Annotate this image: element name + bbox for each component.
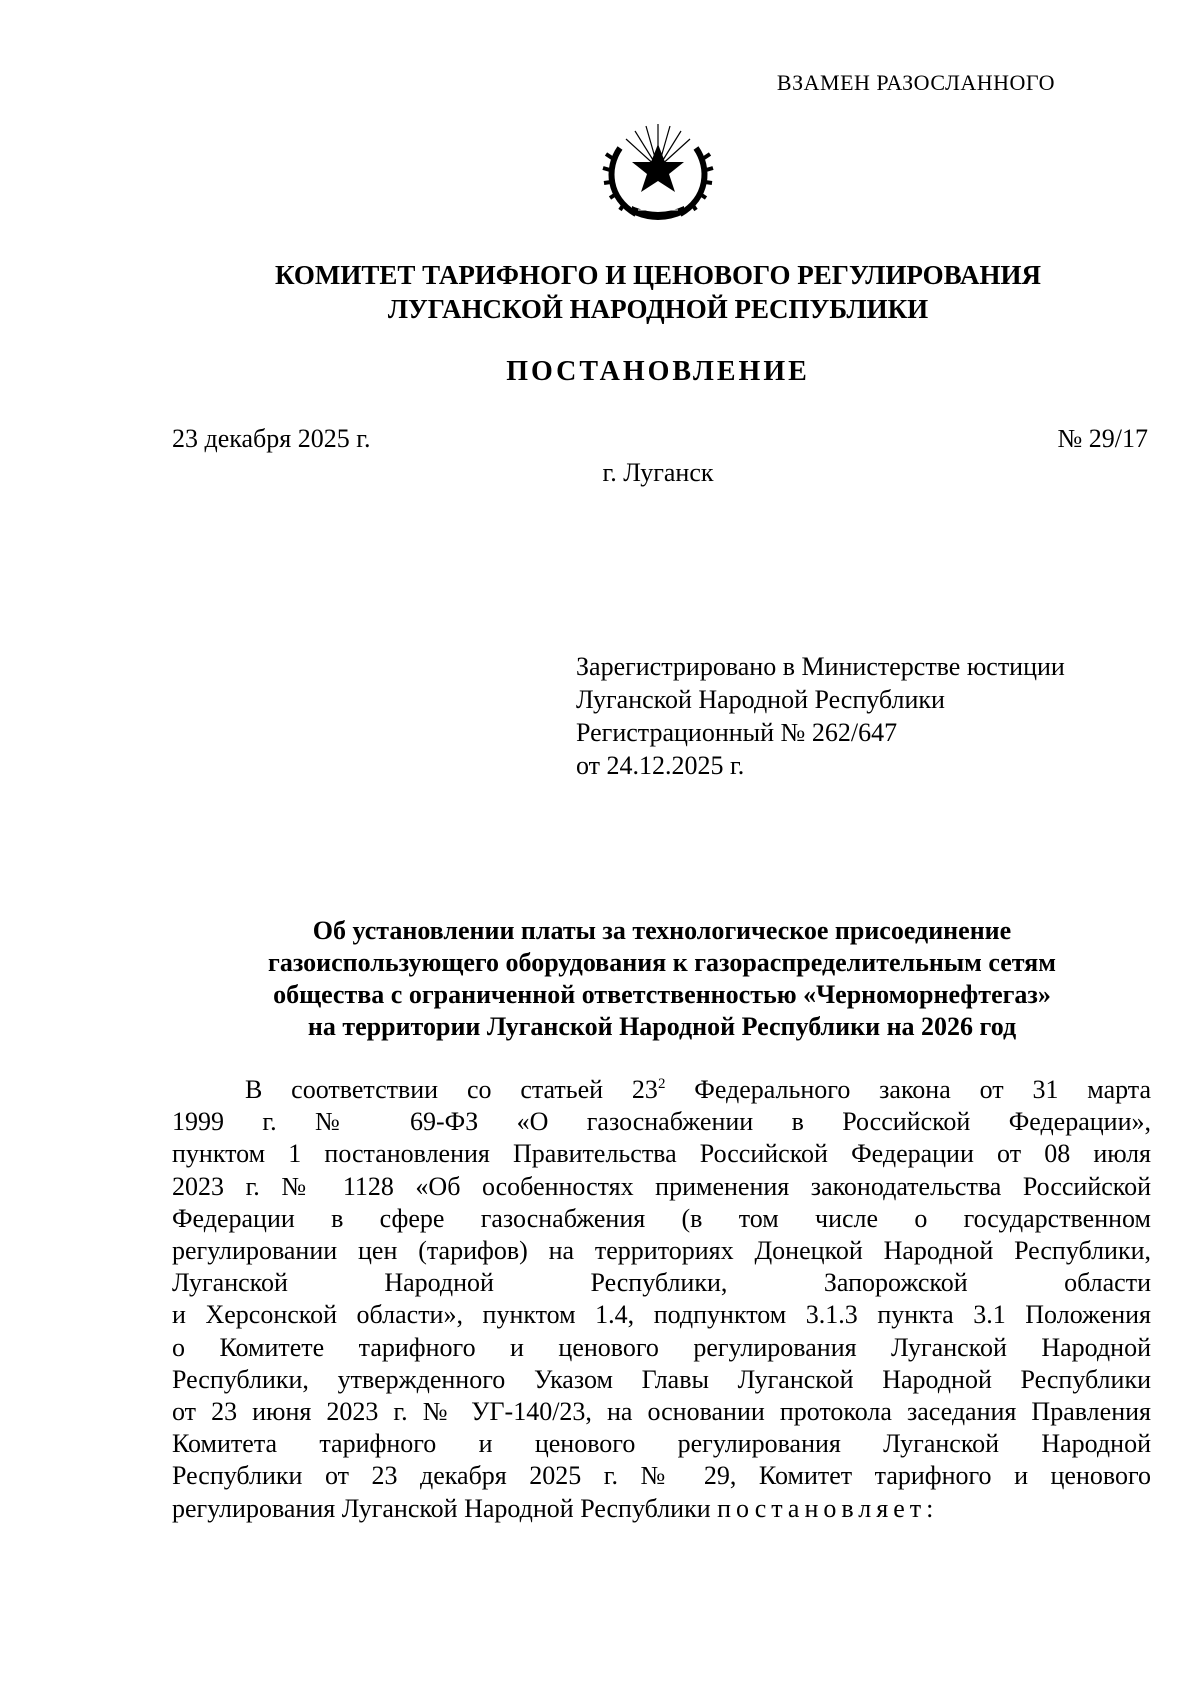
- body-line: регулировании цен (тарифов) на территориях Донецкой Народной Республики,: [172, 1236, 1151, 1266]
- registration-number: Регистрационный № 262/647: [576, 718, 898, 747]
- registration-block: [576, 650, 1065, 782]
- document-date: 23 декабря 2025 г.: [172, 424, 371, 453]
- title-line: Об установлении платы за технологическое присоединение: [312, 916, 1012, 945]
- coat-of-arms-emblem: [598, 118, 718, 228]
- registration-line: Луганской Народной Республики: [576, 685, 945, 714]
- committee-name-line-1: КОМИТЕТ ТАРИФНОГО И ЦЕНОВОГО РЕГУЛИРОВАНИЯ: [274, 260, 1041, 290]
- document-number: № 29/17: [1057, 424, 1148, 453]
- title-line: газоиспользующего оборудования к газораспределительным сетям: [268, 948, 1056, 977]
- body-line: пунктом 1 постановления Правительства Российской Федерации от 08 июля: [172, 1139, 1151, 1169]
- body-line: и Херсонской области», пунктом 1.4, подпунктом 3.1.3 пункта 3.1 Положения: [172, 1300, 1151, 1330]
- body-line: Федерации в сфере газоснабжения (в том числе о государственном: [172, 1203, 1151, 1233]
- body-line: о Комитете тарифного и ценового регулирования Луганской Народной: [172, 1332, 1151, 1362]
- body-text: В соответствии со статьей 23: [245, 1075, 658, 1104]
- document-type-heading: ПОСТАНОВЛЕНИЕ: [506, 356, 810, 387]
- document-city: г. Луганск: [602, 458, 714, 487]
- body-line: [172, 1493, 1151, 1525]
- superscript: 2: [657, 1076, 666, 1092]
- document-title: [172, 915, 1152, 1043]
- body-line: Комитета тарифного и ценового регулирования Луганской Народной: [172, 1429, 1151, 1459]
- resolves-word: постановляет:: [717, 1493, 939, 1523]
- title-line: общества с ограниченной ответственностью «Черноморнефтегаз»: [273, 980, 1051, 1009]
- body-text: регулирования Луганской Народной Республики: [172, 1493, 718, 1523]
- committee-name-line-2: ЛУГАНСКОЙ НАРОДНОЙ РЕСПУБЛИКИ: [387, 294, 929, 324]
- registration-line: Зарегистрировано в Министерстве юстиции: [576, 652, 1065, 681]
- body-line: Луганской Народной Республики, Запорожской области: [172, 1268, 1151, 1298]
- body-line: от 23 июня 2023 г. № УГ-140/23, на основании протокола заседания Правления: [172, 1397, 1151, 1427]
- registration-date: от 24.12.2025 г.: [576, 751, 745, 780]
- replacement-stamp: ВЗАМЕН РАЗОСЛАННОГО: [776, 70, 1055, 95]
- body-line: 1999 г. № 69-ФЗ «О газоснабжении в Российской Федерации»,: [172, 1107, 1151, 1137]
- body-line: 2023 г. № 1128 «Об особенностях применения законодательства Российской: [172, 1171, 1151, 1201]
- preamble-paragraph: [172, 1074, 1151, 1525]
- body-line: Республики, утвержденного Указом Главы Луганской Народной Республики: [172, 1364, 1151, 1394]
- body-line: [172, 1074, 1151, 1106]
- body-line: Республики от 23 декабря 2025 г. № 29, Комитет тарифного и ценового: [172, 1461, 1151, 1491]
- body-text: Федерального закона от 31 марта: [665, 1075, 1151, 1104]
- title-line: на территории Луганской Народной Республики на 2026 год: [307, 1012, 1017, 1041]
